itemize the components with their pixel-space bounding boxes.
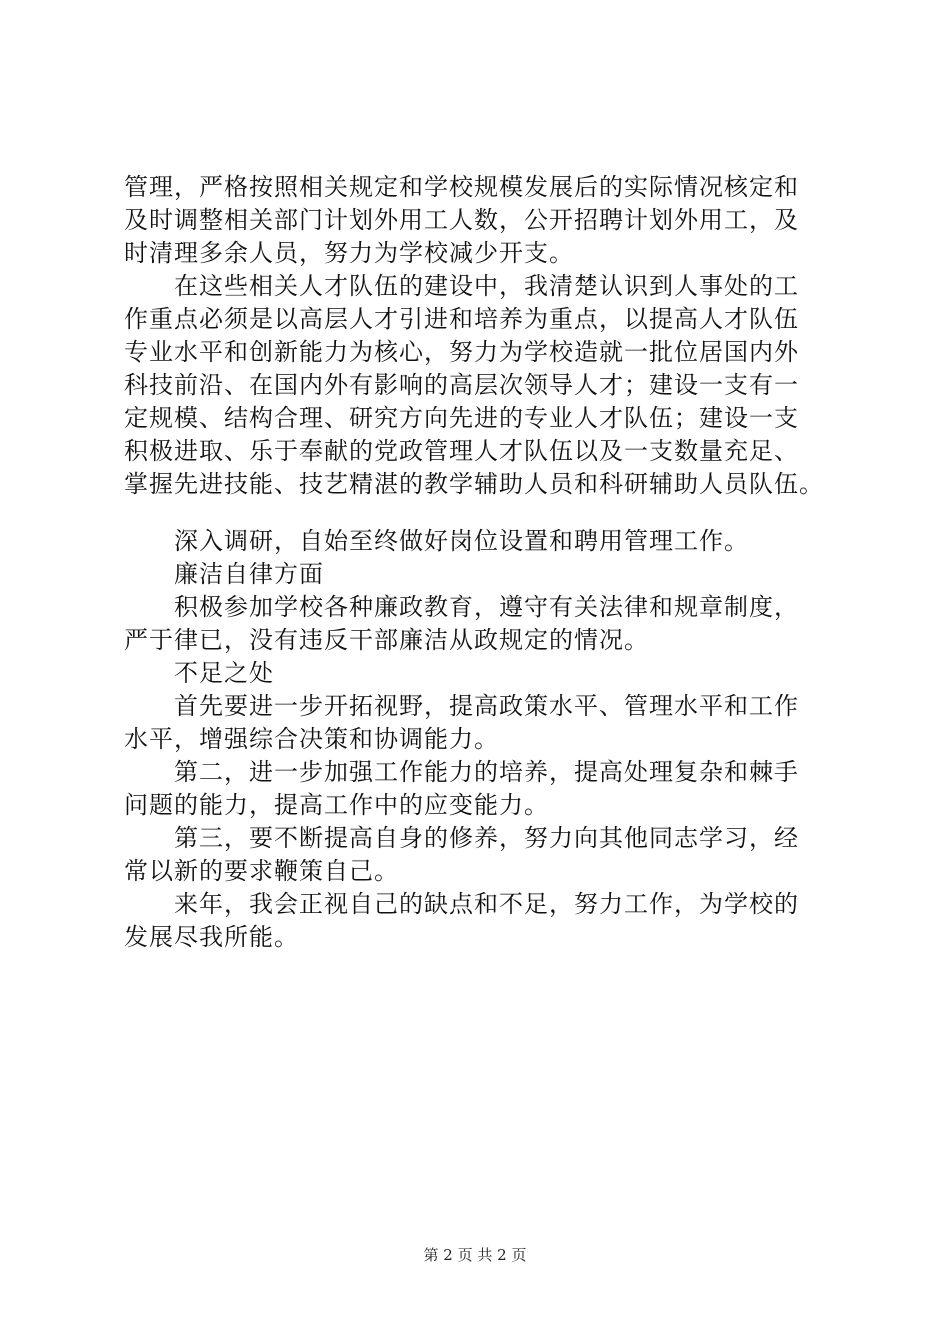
document-body <box>124 171 829 954</box>
paragraph-first-point <box>124 690 829 756</box>
paragraph-research <box>124 525 829 558</box>
section-heading-integrity <box>124 558 829 591</box>
paragraph-integrity <box>124 591 829 657</box>
text-line: 在这些相关人才队伍的建设中，我清楚认识到人事处的工 <box>174 272 799 300</box>
text-line: 时清理多余人员，努力为学校减少开支。 <box>124 239 574 267</box>
text-line: 来年，我会正视自己的缺点和不足，努力工作，为学校的 <box>174 890 799 918</box>
paragraph-second-point <box>124 756 829 822</box>
text-line: 深入调研，自始至终做好岗位设置和聘用管理工作。 <box>174 527 749 555</box>
text-line: 定规模、结构合理、研究方向先进的专业人才队伍；建设一支 <box>124 404 799 432</box>
text-line: 第三，要不断提高自身的修养，努力向其他同志学习，经 <box>174 824 799 852</box>
text-line: 作重点必须是以高层人才引进和培养为重点，以提高人才队伍 <box>124 305 799 333</box>
text-line: 掌握先进技能、技艺精湛的教学辅助人员和科研辅助人员队伍。 <box>124 470 824 498</box>
text-line: 专业水平和创新能力为核心，努力为学校造就一批位居国内外 <box>124 338 799 366</box>
text-line: 严于律已，没有违反干部廉洁从政规定的情况。 <box>124 626 649 654</box>
text-line: 发展尽我所能。 <box>124 923 299 951</box>
paragraph-talent-teams <box>124 270 829 501</box>
paragraph-spacer <box>124 501 829 525</box>
page-number-footer: 第 2 页 共 2 页 <box>423 1246 527 1264</box>
section-heading-shortcomings <box>124 657 829 690</box>
text-line: 积极进取、乐于奉献的党政管理人才队伍以及一支数量充足、 <box>124 437 799 465</box>
heading-line: 廉洁自律方面 <box>174 560 324 588</box>
text-line: 科技前沿、在国内外有影响的高层次领导人才；建设一支有一 <box>124 371 799 399</box>
text-line: 管理，严格按照相关规定和学校规模发展后的实际情况核定和 <box>124 173 799 201</box>
heading-line: 不足之处 <box>174 659 274 687</box>
text-line: 积极参加学校各种廉政教育，遵守有关法律和规章制度， <box>174 593 799 621</box>
text-line: 首先要进一步开拓视野，提高政策水平、管理水平和工作 <box>174 692 799 720</box>
text-line: 问题的能力，提高工作中的应变能力。 <box>124 791 549 819</box>
text-line: 水平，增强综合决策和协调能力。 <box>124 725 499 753</box>
text-line: 常以新的要求鞭策自己。 <box>124 857 399 885</box>
text-line: 及时调整相关部门计划外用工人数，公开招聘计划外用工，及 <box>124 206 799 234</box>
paragraph-next-year <box>124 888 829 954</box>
paragraph-third-point <box>124 822 829 888</box>
paragraph-staffing-management <box>124 171 829 270</box>
text-line: 第二，进一步加强工作能力的培养，提高处理复杂和棘手 <box>174 758 799 786</box>
